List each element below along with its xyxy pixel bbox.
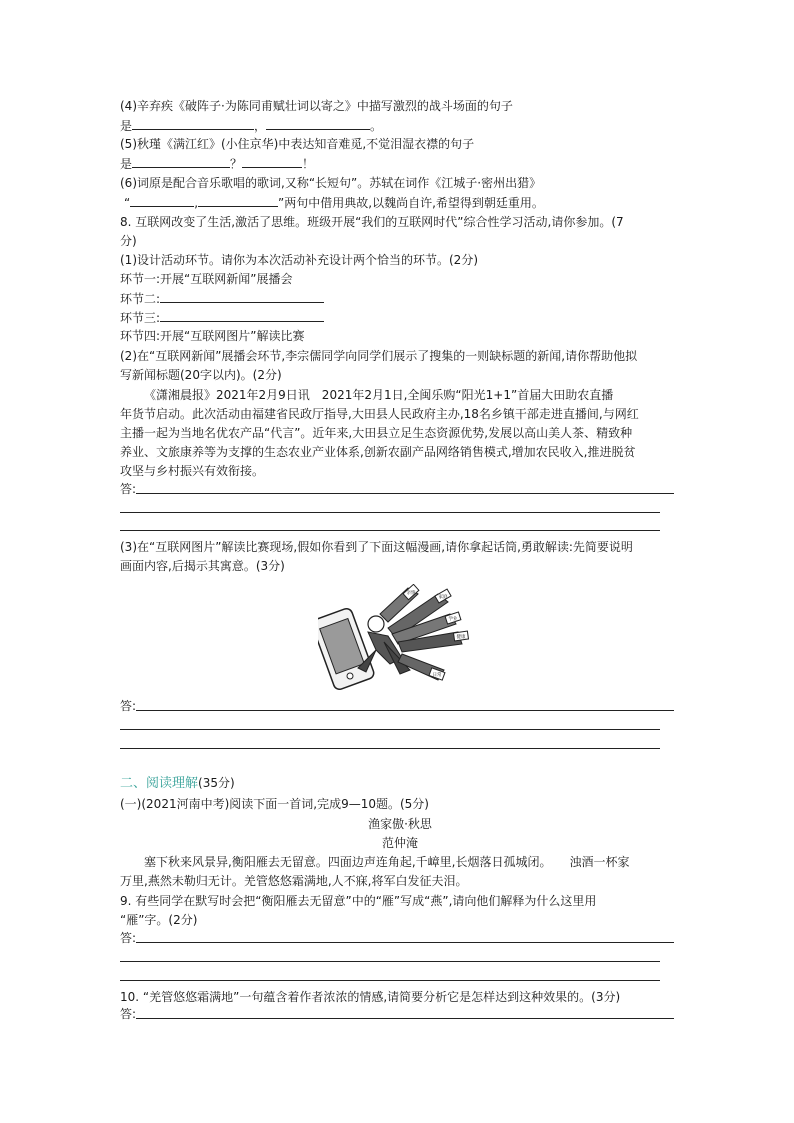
answer-line[interactable] (120, 530, 660, 531)
answer-line[interactable] (120, 512, 660, 513)
q9-stem-cont: “雁”字。(2分) (120, 913, 198, 927)
answer-line[interactable] (120, 729, 660, 730)
answer-blank[interactable] (132, 117, 254, 130)
answer-label: 答: (120, 699, 137, 713)
cartoon-image (318, 584, 472, 690)
news-paragraph: 年货节启动。此次活动由福建省民政厅指导,大田县人民政府主办,18名乡镇干部走进直播间,与网红 (120, 407, 639, 421)
q7-item6-text: (6)词原是配合音乐歌唱的歌词,又称“长短句”。苏轼在词作《江城子·密州出猎》 (120, 176, 542, 190)
q7-item5-blanks (120, 155, 680, 172)
q8-step4: 环节四:开展“互联网图片”解读比赛 (120, 329, 305, 343)
q7-item4-blanks (120, 117, 680, 134)
section-score: (35分) (198, 776, 235, 790)
section-title: 二、阅读理解 (120, 776, 199, 791)
q7-item4-end: 。 (370, 119, 383, 133)
news-paragraph: 主播一起为当地名优农产品“代言”。近年来,大田县立足生态资源优势,发展以高山美人茶、精致种 (120, 426, 633, 440)
q8-part3: (3)在“互联网图片”解读比赛现场,假如你看到了下面这幅漫画,请你拿起话筒,勇敢解读:先简要说明 (120, 540, 633, 554)
answer-label: 答: (120, 931, 137, 945)
q8-stem: 8. 互联网改变了生活,激活了思维。班级开展“我们的互联网时代”综合性学习活动,请你参加。(7 (120, 215, 624, 229)
q7-item6-sep: , (194, 196, 199, 210)
q7-item5-prefix: 是 (120, 157, 133, 171)
q8-stem-cont: 分) (120, 234, 137, 248)
q10-stem: 10. “羌管悠悠霜满地”一句蕴含着作者浓浓的情感,请简要分析它是怎样达到这种效果的。(3分) (120, 990, 621, 1004)
q8-step3-label: 环节三: (120, 311, 161, 325)
q8-part2: (2)在“互联网新闻”展播会环节,李宗儒同学向同学们展示了搜集的一则缺标题的新闻,请你帮助他拟 (120, 349, 638, 363)
q7-item6-open-quote: “ (124, 196, 131, 210)
q7-item5-sep: ？ (230, 157, 243, 171)
cartoon-label: 学业 (448, 617, 458, 622)
q8-part1: (1)设计活动环节。请你为本次活动补充设计两个恰当的环节。(2分) (120, 253, 478, 267)
q8-step1: 环节一:开展“互联网新闻”展播会 (120, 272, 293, 286)
pulling-arms-drawing (380, 584, 468, 680)
answer-line[interactable] (136, 710, 674, 711)
q9-stem: 9. 有些同学在默写时会把“衡阳雁去无留意”中的“雁”写成“燕”,请向他们解释为什么这里用 (120, 894, 597, 908)
answer-line[interactable] (136, 942, 674, 943)
q7-item5-text: (5)秋瑾《满江红》(小住京华)中表达知音难觅,不觉泪湿衣襟的句子 (120, 137, 475, 151)
answer-line[interactable] (120, 980, 660, 981)
cartoon-label: 亲情 (406, 591, 416, 596)
news-paragraph: 养业、文旅康养等为支撑的生态农业产业体系,创新农副产品网络销售模式,增加农民收入,推进脱贫 (120, 445, 636, 459)
q8-part2-cont: 写新闻标题(20字以内)。(2分) (120, 368, 282, 382)
poem-title: 渔家傲·秋思 (368, 817, 432, 831)
answer-line[interactable] (120, 748, 660, 749)
reading-part1: (一)(2021河南中考)阅读下面一首词,完成9—10题。(5分) (120, 797, 429, 811)
answer-blank[interactable] (198, 194, 278, 207)
answer-line[interactable] (136, 493, 674, 494)
poem-text: 塞下秋来风景异,衡阳雁去无留意。四面边声连角起,千嶂里,长烟落日孤城闭。 浊酒一杯家 (144, 855, 630, 869)
answer-label: 答: (120, 482, 137, 496)
cartoon-label: 健康 (456, 635, 466, 640)
news-paragraph: 攻坚与乡村振兴有效衔接。 (120, 464, 265, 478)
answer-blank[interactable] (266, 117, 370, 130)
news-paragraph: 《潇湘晨报》2021年2月9日讯 2021年2月1日,全闽乐购“阳光1+1”首届大田助农直播 (144, 388, 614, 402)
q7-item4-sep: ， (254, 119, 267, 133)
section-heading (120, 775, 680, 792)
q8-step2 (120, 290, 680, 307)
answer-blank[interactable] (132, 155, 230, 168)
q8-part3-cont: 画面内容,后揭示其寓意。(3分) (120, 559, 285, 573)
q8-step2-label: 环节二: (120, 292, 161, 306)
answer-blank[interactable] (160, 290, 324, 303)
cartoon-label: 家庭 (438, 595, 448, 600)
poem-author: 范仲淹 (381, 836, 418, 850)
q7-item6-blanks (120, 194, 680, 211)
answer-blank[interactable] (160, 309, 324, 322)
phone-drawing (318, 607, 375, 690)
q7-item5-end: ！ (302, 157, 315, 171)
q7-item6-end: ”两句中借用典故,以魏尚自许,希望得到朝廷重用。 (278, 196, 544, 210)
answer-line[interactable] (120, 961, 660, 962)
q7-item4-text: (4)辛弃疾《破阵子·为陈同甫赋壮词以寄之》中描写激烈的战斗场面的句子 (120, 99, 513, 113)
answer-blank[interactable] (242, 155, 302, 168)
poem-text: 万里,燕然未勒归无计。羌管悠悠霜满地,人不寐,将军白发征夫泪。 (120, 874, 468, 888)
q7-item4-prefix: 是 (120, 119, 133, 133)
answer-line[interactable] (136, 1018, 674, 1019)
answer-blank[interactable] (130, 194, 194, 207)
answer-label: 答: (120, 1007, 137, 1021)
cartoon-label: 日常 (432, 673, 442, 678)
q8-step3 (120, 309, 680, 326)
